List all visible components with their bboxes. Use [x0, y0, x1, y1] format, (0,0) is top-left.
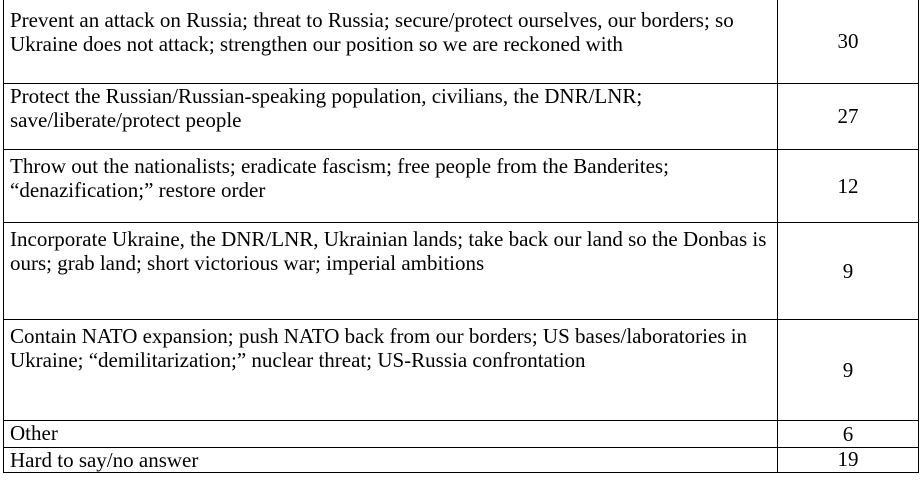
- percentage-cell: 9: [842, 357, 854, 382]
- reason-cell: Contain NATO expansion; push NATO back from our borders; US bases/laboratories in Ukraine; “demilitarization;” nuclear threat; US-Russia confrontation: [4, 320, 778, 420]
- table-row: [4, 84, 918, 150]
- percentage-cell: 19: [837, 447, 859, 471]
- percentage-cell: 27: [837, 104, 859, 128]
- percentage-cell: 9: [842, 258, 854, 283]
- reason-cell: Hard to say/no answer: [4, 448, 778, 472]
- table-row: [4, 0, 918, 84]
- percentage-cell: 12: [837, 173, 859, 198]
- table-row: [4, 223, 918, 320]
- percentage-cell: 30: [837, 29, 859, 53]
- reason-cell: Protect the Russian/Russian-speaking population, civilians, the DNR/LNR; save/liberate/protect people: [4, 84, 778, 149]
- reason-cell: Prevent an attack on Russia; threat to Russia; secure/protect ourselves, our borders; so Ukraine does not attack; strengthen our position so we are reckoned with: [4, 0, 778, 83]
- table-row: [4, 421, 918, 448]
- table-row: [4, 150, 918, 223]
- table-row: [4, 320, 918, 421]
- reason-cell: Throw out the nationalists; eradicate fascism; free people from the Banderites; “denazification;” restore order: [4, 150, 778, 222]
- percentage-cell: 6: [842, 422, 854, 446]
- survey-results-table: [3, 0, 919, 473]
- reason-cell: Other: [4, 421, 778, 447]
- table-row: [4, 448, 918, 473]
- reason-cell: Incorporate Ukraine, the DNR/LNR, Ukrainian lands; take back our land so the Donbas is ours; grab land; short victorious war; imperial ambitions: [4, 223, 778, 319]
